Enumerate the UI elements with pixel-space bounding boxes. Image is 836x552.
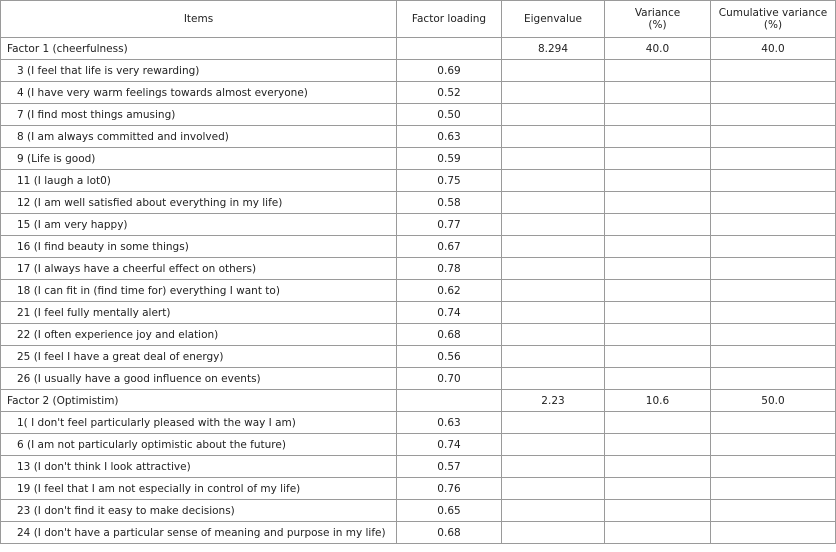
item-eigenvalue-empty xyxy=(502,214,605,236)
item-cumulative-empty xyxy=(711,126,836,148)
item-cumulative-empty xyxy=(711,192,836,214)
factor-header-row xyxy=(1,38,836,60)
table-row xyxy=(1,280,836,302)
item-label: 6 (I am not particularly optimistic about the future) xyxy=(1,434,397,456)
item-label: 15 (I am very happy) xyxy=(1,214,397,236)
item-cumulative-empty xyxy=(711,302,836,324)
item-eigenvalue-empty xyxy=(502,192,605,214)
table-row xyxy=(1,214,836,236)
item-cumulative-empty xyxy=(711,148,836,170)
table-row xyxy=(1,82,836,104)
item-eigenvalue-empty xyxy=(502,148,605,170)
item-variance-empty xyxy=(605,258,711,280)
item-label: 18 (I can fit in (find time for) everything I want to) xyxy=(1,280,397,302)
item-label: 17 (I always have a cheerful effect on others) xyxy=(1,258,397,280)
factor-eigenvalue: 8.294 xyxy=(502,38,605,60)
table-row xyxy=(1,302,836,324)
table-row xyxy=(1,60,836,82)
table-row xyxy=(1,192,836,214)
item-factor-loading: 0.75 xyxy=(397,170,502,192)
item-variance-empty xyxy=(605,500,711,522)
item-label: 21 (I feel fully mentally alert) xyxy=(1,302,397,324)
item-label: 1( I don't feel particularly pleased with the way I am) xyxy=(1,412,397,434)
item-factor-loading: 0.77 xyxy=(397,214,502,236)
item-variance-empty xyxy=(605,346,711,368)
item-cumulative-empty xyxy=(711,346,836,368)
item-eigenvalue-empty xyxy=(502,302,605,324)
item-eigenvalue-empty xyxy=(502,434,605,456)
factor-cumulative-variance: 50.0 xyxy=(711,390,836,412)
item-label: 26 (I usually have a good influence on events) xyxy=(1,368,397,390)
item-eigenvalue-empty xyxy=(502,82,605,104)
table-row xyxy=(1,236,836,258)
header-cumvar-line1: Cumulative variance xyxy=(718,7,828,19)
item-eigenvalue-empty xyxy=(502,170,605,192)
item-cumulative-empty xyxy=(711,368,836,390)
item-eigenvalue-empty xyxy=(502,280,605,302)
item-cumulative-empty xyxy=(711,280,836,302)
item-variance-empty xyxy=(605,324,711,346)
item-label: 12 (I am well satisfied about everything in my life) xyxy=(1,192,397,214)
item-cumulative-empty xyxy=(711,214,836,236)
item-factor-loading: 0.68 xyxy=(397,522,502,544)
item-factor-loading: 0.63 xyxy=(397,126,502,148)
item-eigenvalue-empty xyxy=(502,324,605,346)
header-variance-line2: (%) xyxy=(648,19,667,31)
item-factor-loading: 0.78 xyxy=(397,258,502,280)
factor-variance: 10.6 xyxy=(605,390,711,412)
item-factor-loading: 0.65 xyxy=(397,500,502,522)
item-cumulative-empty xyxy=(711,522,836,544)
item-label: 13 (I don't think I look attractive) xyxy=(1,456,397,478)
item-factor-loading: 0.69 xyxy=(397,60,502,82)
item-label: 4 (I have very warm feelings towards almost everyone) xyxy=(1,82,397,104)
table-row xyxy=(1,522,836,544)
header-items: Items xyxy=(1,1,397,38)
item-eigenvalue-empty xyxy=(502,60,605,82)
item-factor-loading: 0.52 xyxy=(397,82,502,104)
item-eigenvalue-empty xyxy=(502,126,605,148)
item-eigenvalue-empty xyxy=(502,456,605,478)
item-eigenvalue-empty xyxy=(502,522,605,544)
item-cumulative-empty xyxy=(711,434,836,456)
item-factor-loading: 0.74 xyxy=(397,302,502,324)
factor-cumulative-variance: 40.0 xyxy=(711,38,836,60)
item-cumulative-empty xyxy=(711,324,836,346)
factor-loading-empty xyxy=(397,390,502,412)
item-factor-loading: 0.57 xyxy=(397,456,502,478)
item-cumulative-empty xyxy=(711,82,836,104)
item-cumulative-empty xyxy=(711,60,836,82)
item-variance-empty xyxy=(605,236,711,258)
table-body xyxy=(1,38,836,544)
item-label: 7 (I find most things amusing) xyxy=(1,104,397,126)
item-variance-empty xyxy=(605,456,711,478)
item-eigenvalue-empty xyxy=(502,104,605,126)
table-row xyxy=(1,346,836,368)
item-cumulative-empty xyxy=(711,478,836,500)
item-eigenvalue-empty xyxy=(502,346,605,368)
item-label: 22 (I often experience joy and elation) xyxy=(1,324,397,346)
item-factor-loading: 0.50 xyxy=(397,104,502,126)
item-factor-loading: 0.63 xyxy=(397,412,502,434)
factor-variance: 40.0 xyxy=(605,38,711,60)
table-row xyxy=(1,104,836,126)
item-label: 11 (I laugh a lot0) xyxy=(1,170,397,192)
item-cumulative-empty xyxy=(711,412,836,434)
table-row xyxy=(1,258,836,280)
item-label: 16 (I find beauty in some things) xyxy=(1,236,397,258)
item-variance-empty xyxy=(605,478,711,500)
item-variance-empty xyxy=(605,170,711,192)
item-variance-empty xyxy=(605,368,711,390)
header-row xyxy=(1,1,836,38)
factor-loading-empty xyxy=(397,38,502,60)
header-cumvar-line2: (%) xyxy=(763,19,783,31)
header-cumulative-variance xyxy=(711,1,836,38)
table-row xyxy=(1,500,836,522)
item-cumulative-empty xyxy=(711,236,836,258)
table-row xyxy=(1,324,836,346)
item-factor-loading: 0.67 xyxy=(397,236,502,258)
item-variance-empty xyxy=(605,522,711,544)
table-row xyxy=(1,478,836,500)
item-eigenvalue-empty xyxy=(502,258,605,280)
item-variance-empty xyxy=(605,214,711,236)
table-row xyxy=(1,170,836,192)
table-row xyxy=(1,368,836,390)
item-label: 8 (I am always committed and involved) xyxy=(1,126,397,148)
item-eigenvalue-empty xyxy=(502,478,605,500)
table-row xyxy=(1,412,836,434)
item-variance-empty xyxy=(605,280,711,302)
item-cumulative-empty xyxy=(711,500,836,522)
header-factor-loading: Factor loading xyxy=(397,1,502,38)
item-variance-empty xyxy=(605,126,711,148)
factor-header-row xyxy=(1,390,836,412)
header-variance xyxy=(605,1,711,38)
item-factor-loading: 0.74 xyxy=(397,434,502,456)
item-label: 19 (I feel that I am not especially in control of my life) xyxy=(1,478,397,500)
table-row xyxy=(1,456,836,478)
item-eigenvalue-empty xyxy=(502,236,605,258)
item-label: 3 (I feel that life is very rewarding) xyxy=(1,60,397,82)
item-cumulative-empty xyxy=(711,104,836,126)
table-row xyxy=(1,434,836,456)
item-factor-loading: 0.68 xyxy=(397,324,502,346)
item-factor-loading: 0.56 xyxy=(397,346,502,368)
item-variance-empty xyxy=(605,412,711,434)
item-variance-empty xyxy=(605,82,711,104)
item-label: 23 (I don't find it easy to make decisions) xyxy=(1,500,397,522)
item-eigenvalue-empty xyxy=(502,412,605,434)
item-label: 9 (Life is good) xyxy=(1,148,397,170)
item-cumulative-empty xyxy=(711,258,836,280)
header-eigenvalue: Eigenvalue xyxy=(502,1,605,38)
item-eigenvalue-empty xyxy=(502,500,605,522)
table-row xyxy=(1,126,836,148)
item-cumulative-empty xyxy=(711,456,836,478)
header-variance-line1: Variance xyxy=(634,7,681,19)
item-label: 24 (I don't have a particular sense of meaning and purpose in my life) xyxy=(1,522,397,544)
item-variance-empty xyxy=(605,192,711,214)
item-factor-loading: 0.70 xyxy=(397,368,502,390)
factor-title: Factor 1 (cheerfulness) xyxy=(1,38,397,60)
item-variance-empty xyxy=(605,434,711,456)
item-variance-empty xyxy=(605,302,711,324)
item-variance-empty xyxy=(605,148,711,170)
item-variance-empty xyxy=(605,104,711,126)
item-eigenvalue-empty xyxy=(502,368,605,390)
item-variance-empty xyxy=(605,60,711,82)
item-factor-loading: 0.59 xyxy=(397,148,502,170)
item-cumulative-empty xyxy=(711,170,836,192)
factor-title: Factor 2 (Optimistim) xyxy=(1,390,397,412)
table-row xyxy=(1,148,836,170)
item-factor-loading: 0.76 xyxy=(397,478,502,500)
item-factor-loading: 0.58 xyxy=(397,192,502,214)
item-factor-loading: 0.62 xyxy=(397,280,502,302)
item-label: 25 (I feel I have a great deal of energy) xyxy=(1,346,397,368)
factor-eigenvalue: 2.23 xyxy=(502,390,605,412)
